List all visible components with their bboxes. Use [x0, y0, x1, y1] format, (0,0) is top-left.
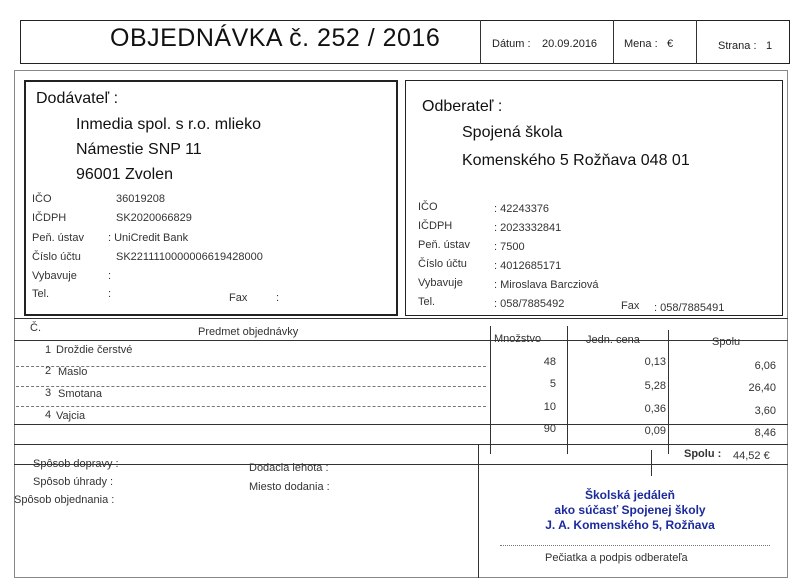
col-header-unit-price: Jedn. cena	[586, 334, 640, 346]
header-divider-2	[613, 20, 614, 64]
row-qty: 5	[549, 378, 556, 390]
signature-label: Pečiatka a podpis odberateľa	[545, 552, 688, 564]
table-col-divider-2	[567, 326, 568, 454]
currency-label: Mena :	[624, 38, 658, 50]
customer-heading: Odberateľ :	[422, 98, 503, 115]
date-label: Dátum :	[492, 38, 531, 50]
row-item: Maslo	[58, 366, 88, 378]
customer-icdph-label: IČDPH	[418, 220, 453, 232]
header-divider-3	[696, 20, 697, 64]
col-header-no: Č.	[30, 322, 41, 334]
customer-name: Spojená škola	[462, 124, 563, 141]
customer-account-value: : 4012685171	[494, 260, 562, 272]
col-header-item: Predmet objednávky	[198, 326, 299, 338]
table-bottom-line	[14, 424, 788, 425]
sum-value: 44,52 €	[733, 450, 770, 462]
customer-ico-label: IČO	[418, 201, 438, 213]
row-price: 0,09	[644, 425, 666, 437]
supplier-icdph-value: SK2020066829	[116, 212, 192, 224]
supplier-city: 96001 Zvolen	[76, 166, 173, 183]
page-title: OBJEDNÁVKA č. 252 / 2016	[110, 24, 441, 52]
supplier-bank-label: Peň. ústav	[32, 232, 84, 244]
supplier-tel-label: Tel.	[32, 288, 50, 300]
customer-contact-value: : Miroslava Barcziová	[494, 279, 599, 291]
row-total: 26,40	[748, 382, 776, 394]
supplier-fax-value: :	[276, 292, 280, 304]
stamp-line-1: Školská jedáleň	[584, 488, 676, 502]
customer-stamp	[500, 488, 760, 533]
row-qty: 48	[543, 356, 556, 368]
row-total: 6,06	[754, 360, 776, 372]
row-qty: 90	[543, 423, 556, 435]
col-header-total: Spolu	[712, 336, 741, 348]
signature-tick	[651, 450, 652, 476]
col-header-qty: Množstvo	[494, 333, 542, 345]
row-total: 3,60	[754, 405, 776, 417]
row-item: Smotana	[58, 388, 103, 400]
supplier-contact-value: :	[108, 270, 112, 282]
supplier-icdph-label: IČDPH	[32, 212, 67, 224]
currency-value: €	[667, 38, 674, 50]
delivery-method-label: Spôsob dopravy :	[33, 458, 119, 470]
supplier-bank-value: : UniCredit Bank	[108, 232, 189, 244]
table-header-line	[14, 340, 788, 341]
date-value: 20.09.2016	[542, 38, 598, 50]
sum-line	[14, 444, 788, 445]
supplier-street: Námestie SNP 11	[76, 141, 202, 158]
customer-fax-value: : 058/7885491	[654, 302, 725, 314]
supplier-ico-value: 36019208	[116, 193, 165, 205]
customer-tel-value: : 058/7885492	[494, 298, 565, 310]
row-item: Vajcia	[56, 410, 86, 422]
order-method-label: Spôsob objednania :	[14, 494, 115, 506]
customer-account-label: Číslo účtu	[418, 258, 467, 270]
page-label: Strana :	[718, 40, 757, 52]
page-value: 1	[766, 40, 773, 52]
row-number: 2	[45, 365, 52, 377]
row-number: 4	[45, 409, 52, 421]
supplier-fax-label: Fax	[229, 292, 248, 304]
customer-contact-label: Vybavuje	[418, 277, 463, 289]
customer-bank-value: : 7500	[494, 241, 525, 253]
delivery-time-label: Dodacia lehota :	[249, 462, 329, 474]
row-qty: 10	[543, 401, 556, 413]
customer-bank-label: Peň. ústav	[418, 239, 470, 251]
supplier-heading: Dodávateľ :	[36, 90, 119, 107]
customer-ico-value: : 42243376	[494, 203, 550, 215]
row-price: 0,36	[644, 403, 666, 415]
table-col-divider-1	[490, 326, 491, 454]
supplier-tel-value: :	[108, 288, 112, 300]
delivery-place-label: Miesto dodania :	[249, 481, 330, 493]
signature-line	[500, 545, 770, 546]
row-number: 1	[45, 344, 52, 356]
customer-icdph-value: : 2023332841	[494, 222, 562, 234]
sum-bottom-line	[14, 464, 788, 465]
supplier-account-value: SK2211110000006619428000	[116, 251, 263, 263]
row-price: 5,28	[644, 380, 666, 392]
row-total: 8,46	[754, 427, 776, 439]
row-price: 0,13	[644, 356, 666, 368]
payment-method-label: Spôsob úhrady :	[33, 476, 114, 488]
supplier-contact-label: Vybavuje	[32, 270, 77, 282]
row-item: Droždie čerstvé	[56, 344, 133, 356]
row-number: 3	[45, 387, 52, 399]
row-rule	[16, 386, 486, 387]
signature-divider	[478, 444, 479, 578]
table-col-divider-3	[668, 330, 669, 454]
table-top-line	[14, 318, 788, 319]
header-divider-1	[480, 20, 481, 64]
customer-fax-label: Fax	[621, 300, 640, 312]
sum-label: Spolu :	[684, 448, 722, 460]
stamp-line-3: J. A. Komenského 5, Rožňava	[545, 518, 715, 532]
supplier-ico-label: IČO	[32, 193, 52, 205]
stamp-line-2: ako súčasť Spojenej školy	[554, 503, 706, 517]
supplier-account-label: Číslo účtu	[32, 251, 81, 263]
supplier-name: Inmedia spol. s r.o. mlieko	[76, 116, 261, 133]
row-rule	[16, 406, 486, 407]
customer-address: Komenského 5 Rožňava 048 01	[462, 152, 690, 169]
customer-tel-label: Tel.	[418, 296, 436, 308]
